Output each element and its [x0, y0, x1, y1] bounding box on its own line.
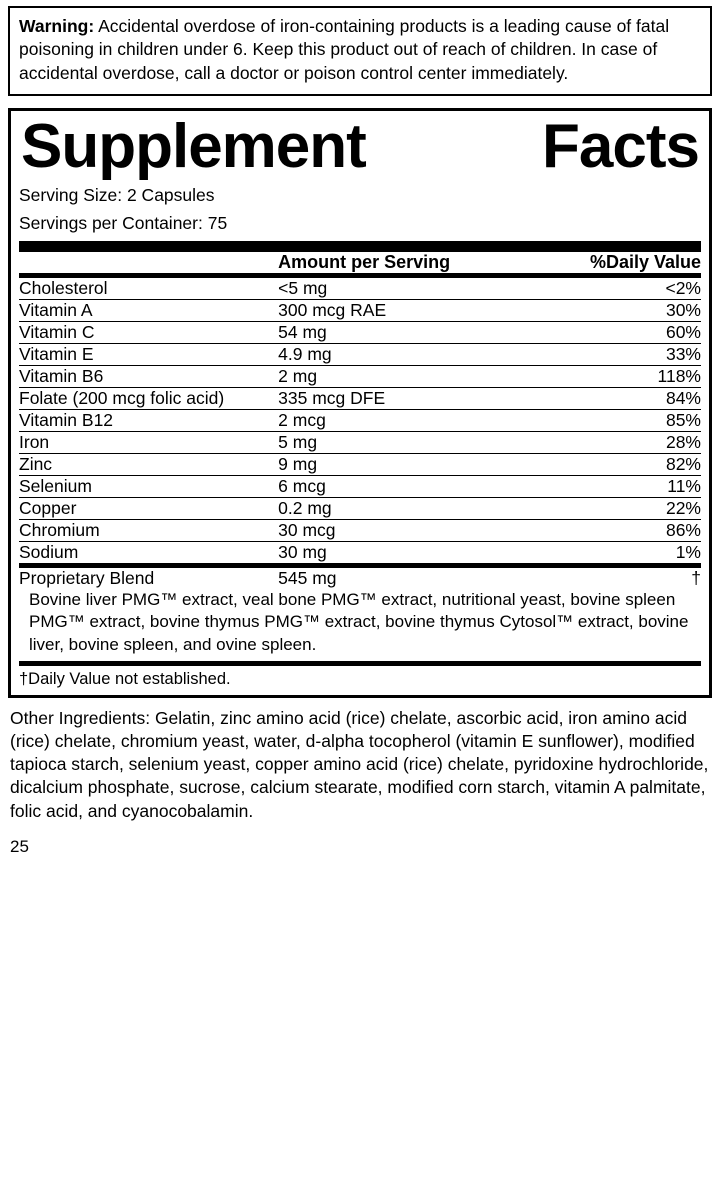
nutrient-amount: <5 mg	[278, 277, 328, 298]
warning-box	[8, 6, 712, 96]
serving-size: Serving Size: 2 Capsules	[19, 185, 215, 206]
nutrient-amount: 335 mcg DFE	[278, 387, 524, 409]
nutrient-name: Vitamin C	[19, 321, 278, 343]
servings-per-container: Servings per Container: 75	[19, 213, 228, 234]
nutrient-rows	[19, 278, 701, 563]
warning-label: Warning:	[19, 16, 95, 36]
nutrient-dv: 28%	[524, 431, 701, 453]
nutrient-amount: 2 mg	[278, 365, 524, 387]
table-row	[19, 475, 701, 497]
panel-title-word-1: Supplement	[21, 111, 366, 181]
blend-row	[19, 568, 701, 589]
nutrition-table	[19, 252, 701, 273]
nutrient-name: Vitamin A	[19, 299, 278, 321]
table-row	[19, 321, 701, 343]
nutrient-name: Vitamin B6	[19, 365, 278, 387]
table-row	[19, 519, 701, 541]
panel-title-word-2: Facts	[542, 111, 699, 181]
daily-value-note: †Daily Value not established.	[19, 669, 231, 688]
table-row	[19, 497, 701, 519]
nutrient-dv: 86%	[524, 519, 701, 541]
nutrient-amount: 2 mcg	[278, 409, 524, 431]
nutrient-amount: 300 mcg RAE	[278, 299, 524, 321]
header-daily-value: %Daily Value	[589, 251, 701, 272]
nutrient-amount: 4.9 mg	[278, 343, 524, 365]
nutrient-amount: 6 mcg	[278, 475, 524, 497]
table-row	[19, 453, 701, 475]
table-row	[19, 278, 701, 300]
nutrient-amount: 54 mg	[278, 321, 524, 343]
supplement-facts-panel	[8, 108, 712, 698]
table-header-row	[19, 252, 701, 273]
table-row	[19, 299, 701, 321]
nutrient-name: Iron	[19, 431, 278, 453]
nutrient-name: Zinc	[19, 453, 278, 475]
nutrient-dv: 22%	[524, 497, 701, 519]
proprietary-blend-table	[19, 568, 701, 589]
table-row	[19, 409, 701, 431]
table-row	[19, 387, 701, 409]
nutrient-name: Folate (200 mcg folic acid)	[19, 387, 278, 409]
table-row	[19, 541, 701, 563]
table-row	[19, 343, 701, 365]
nutrient-amount: 9 mg	[278, 453, 524, 475]
nutrient-name: Copper	[19, 497, 278, 519]
nutrient-name: Selenium	[19, 475, 278, 497]
nutrient-name: Vitamin B12	[19, 409, 278, 431]
nutrient-name: Chromium	[19, 519, 278, 541]
table-row	[19, 365, 701, 387]
panel-title	[19, 111, 701, 181]
nutrient-dv: 1%	[524, 541, 701, 563]
nutrient-amount: 30 mg	[278, 541, 524, 563]
nutrient-dv: 118%	[524, 365, 701, 387]
nutrient-name: Sodium	[19, 541, 278, 563]
nutrient-amount: 0.2 mg	[278, 497, 524, 519]
nutrient-dv: 11%	[524, 475, 701, 497]
nutrient-amount: 5 mg	[278, 431, 524, 453]
nutrient-dv: 84%	[524, 387, 701, 409]
nutrient-dv: 60%	[524, 321, 701, 343]
header-amount-per-serving: Amount per Serving	[278, 251, 451, 272]
nutrient-dv: 30%	[524, 299, 701, 321]
nutrient-name: Vitamin E	[19, 343, 278, 365]
nutrient-dv: 82%	[524, 453, 701, 475]
page-number: 25	[10, 836, 29, 856]
divider-thick-top	[19, 241, 701, 252]
blend-amount: 545 mg	[278, 567, 337, 588]
table-row	[19, 431, 701, 453]
blend-dv: †	[691, 567, 701, 588]
nutrient-dv: <2%	[665, 277, 701, 298]
blend-description: Bovine liver PMG™ extract, veal bone PMG™ extract, nutritional yeast, bovine spleen PMG™ extract, bovine thymus PMG™ extract, bovine thymus Cytosol™ extract, bovine liver, bovine spleen, and ovine spleen.	[29, 589, 689, 655]
nutrient-dv: 85%	[524, 409, 701, 431]
nutrient-name: Cholesterol	[19, 277, 108, 298]
blend-name: Proprietary Blend	[19, 567, 155, 588]
supplement-facts-label	[0, 6, 720, 1200]
other-ingredients: Other Ingredients: Gelatin, zinc amino acid (rice) chelate, ascorbic acid, iron amino acid (rice) chelate, chromium yeast, water, d-alpha tocopherol (vitamin E sunflower), modified tapioca starch, selenium yeast, copper amino acid (rice) chelate, pyridoxine hydrochloride, dicalcium phosphate, sucrose, calcium stearate, modified corn starch, vitamin A palmitate, folic acid, and cyanocobalamin.	[10, 707, 709, 821]
nutrient-dv: 33%	[524, 343, 701, 365]
warning-text: Accidental overdose of iron-containing products is a leading cause of fatal poisoning in children under 6. Keep this product out of reach of children. In case of accidental overdose, call a doctor or poison control center immediately.	[19, 16, 670, 83]
nutrient-amount: 30 mcg	[278, 519, 524, 541]
header-nutrient	[19, 252, 278, 273]
